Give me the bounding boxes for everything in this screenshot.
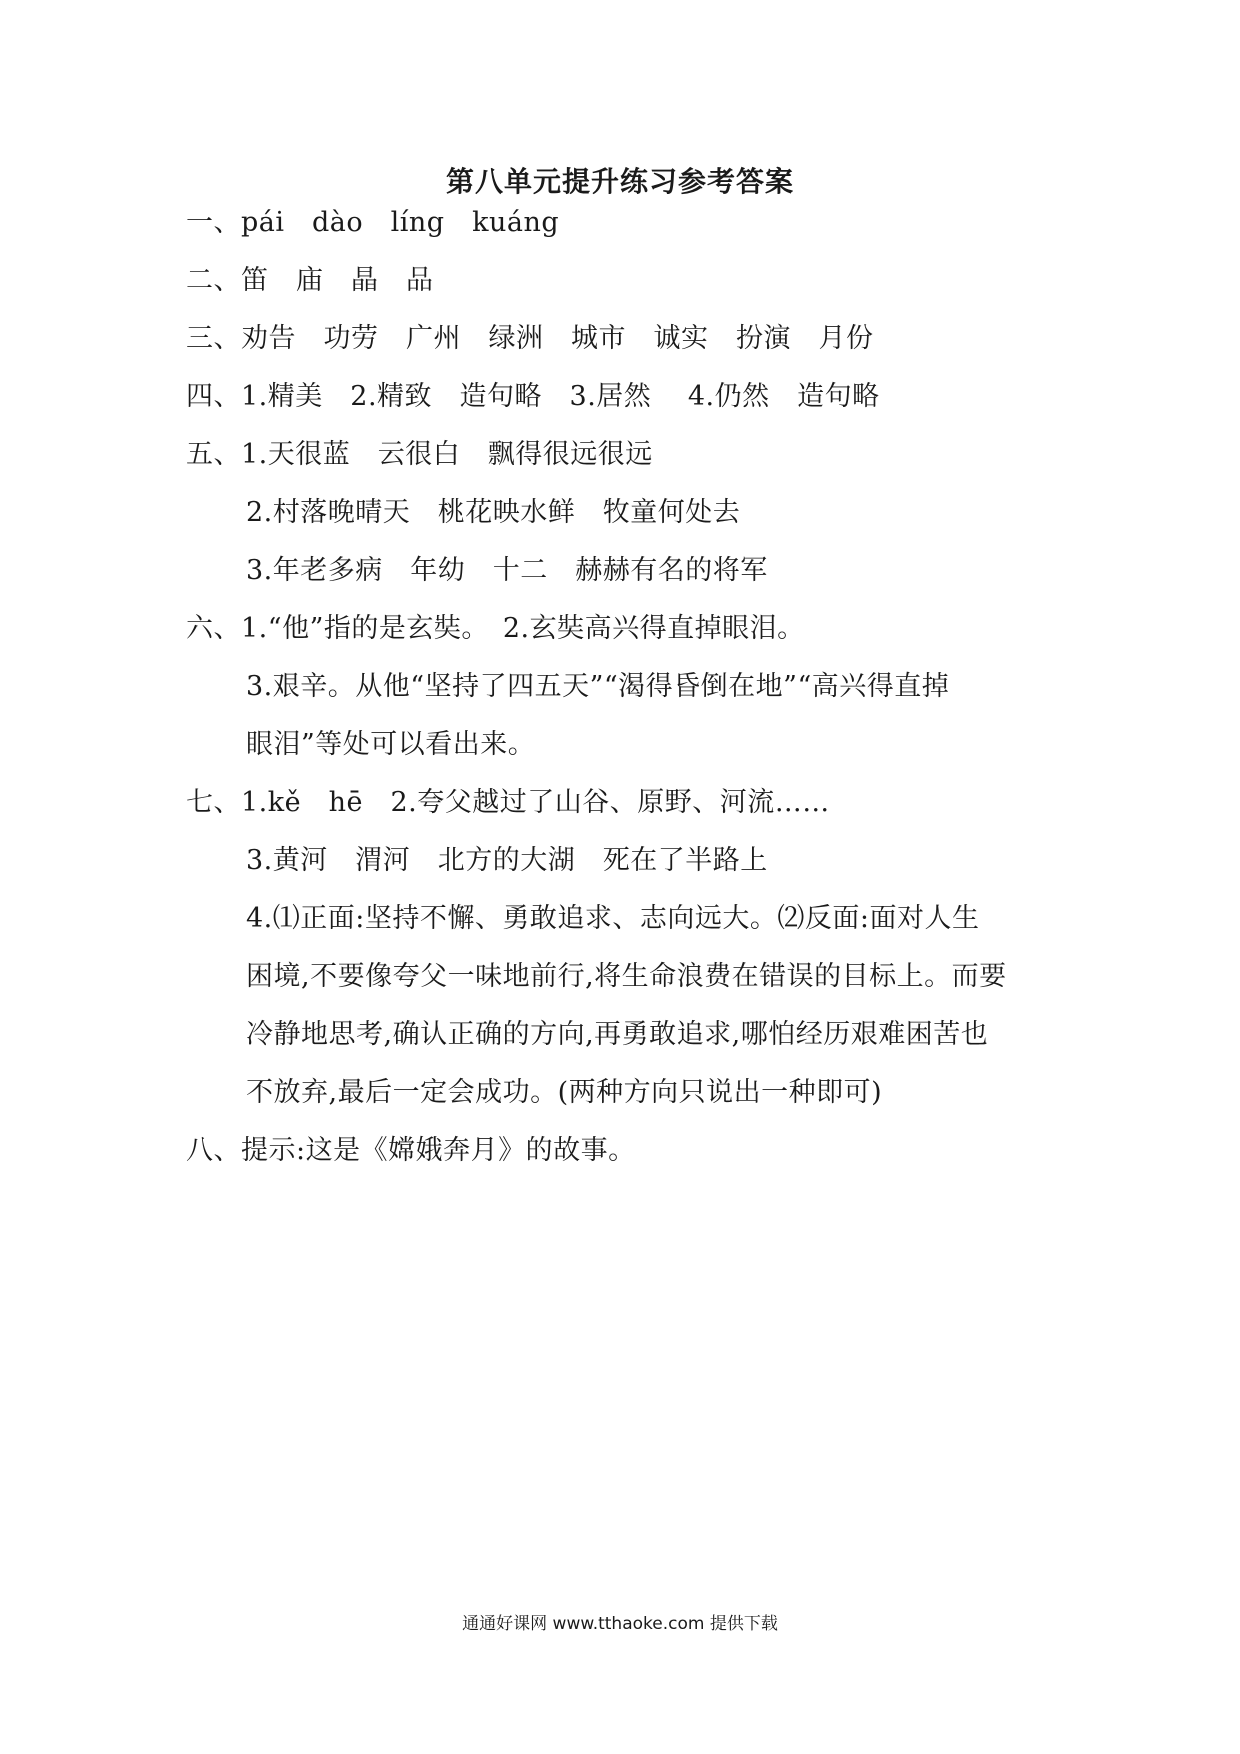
answer-line-8: 八、提示:这是《嫦娥奔月》的故事。 [186, 1135, 636, 1166]
answer-line-7-4b: 困境,不要像夸父一味地前行,将生命浪费在错误的目标上。而要 [246, 961, 1007, 992]
answer-line-6-3a: 3.艰辛。从他“坚持了四五天”“渴得昏倒在地”“高兴得直掉 [246, 671, 950, 702]
answer-line-5-3: 3.年老多病 年幼 十二 赫赫有名的将军 [246, 555, 768, 586]
answer-line-7: 七、1.kě hē 2.夸父越过了山谷、原野、河流…… [186, 787, 830, 818]
answer-line-6: 六、1.“他”指的是玄奘。 2.玄奘高兴得直掉眼泪。 [186, 613, 805, 644]
answer-line-7-4d: 不放弃,最后一定会成功。(两种方向只说出一种即可) [246, 1077, 883, 1108]
answer-line-5: 五、1.天很蓝 云很白 飘得很远很远 [186, 439, 653, 470]
answer-line-3: 三、劝告 功劳 广州 绿洲 城市 诚实 扮演 月份 [186, 323, 874, 354]
answer-line-7-3: 3.黄河 渭河 北方的大湖 死在了半路上 [246, 845, 768, 876]
answer-line-2: 二、笛 庙 晶 品 [186, 265, 434, 296]
answer-line-1: 一、pái dào líng kuáng [186, 207, 560, 238]
footer-source-text: 通通好课网 www.tthaoke.com 提供下载 [462, 1614, 778, 1634]
answer-line-7-4a: 4.⑴正面:坚持不懈、勇敢追求、志向远大。⑵反面:面对人生 [246, 903, 980, 934]
answer-line-6-3b: 眼泪”等处可以看出来。 [246, 729, 536, 760]
page-title: 第八单元提升练习参考答案 [445, 165, 794, 198]
answer-line-5-2: 2.村落晚晴天 桃花映水鲜 牧童何处去 [246, 497, 741, 528]
answer-line-4: 四、1.精美 2.精致 造句略 3.居然 4.仍然 造句略 [186, 381, 880, 412]
answer-line-7-4c: 冷静地思考,确认正确的方向,再勇敢追求,哪怕经历艰难困苦也 [246, 1019, 989, 1050]
